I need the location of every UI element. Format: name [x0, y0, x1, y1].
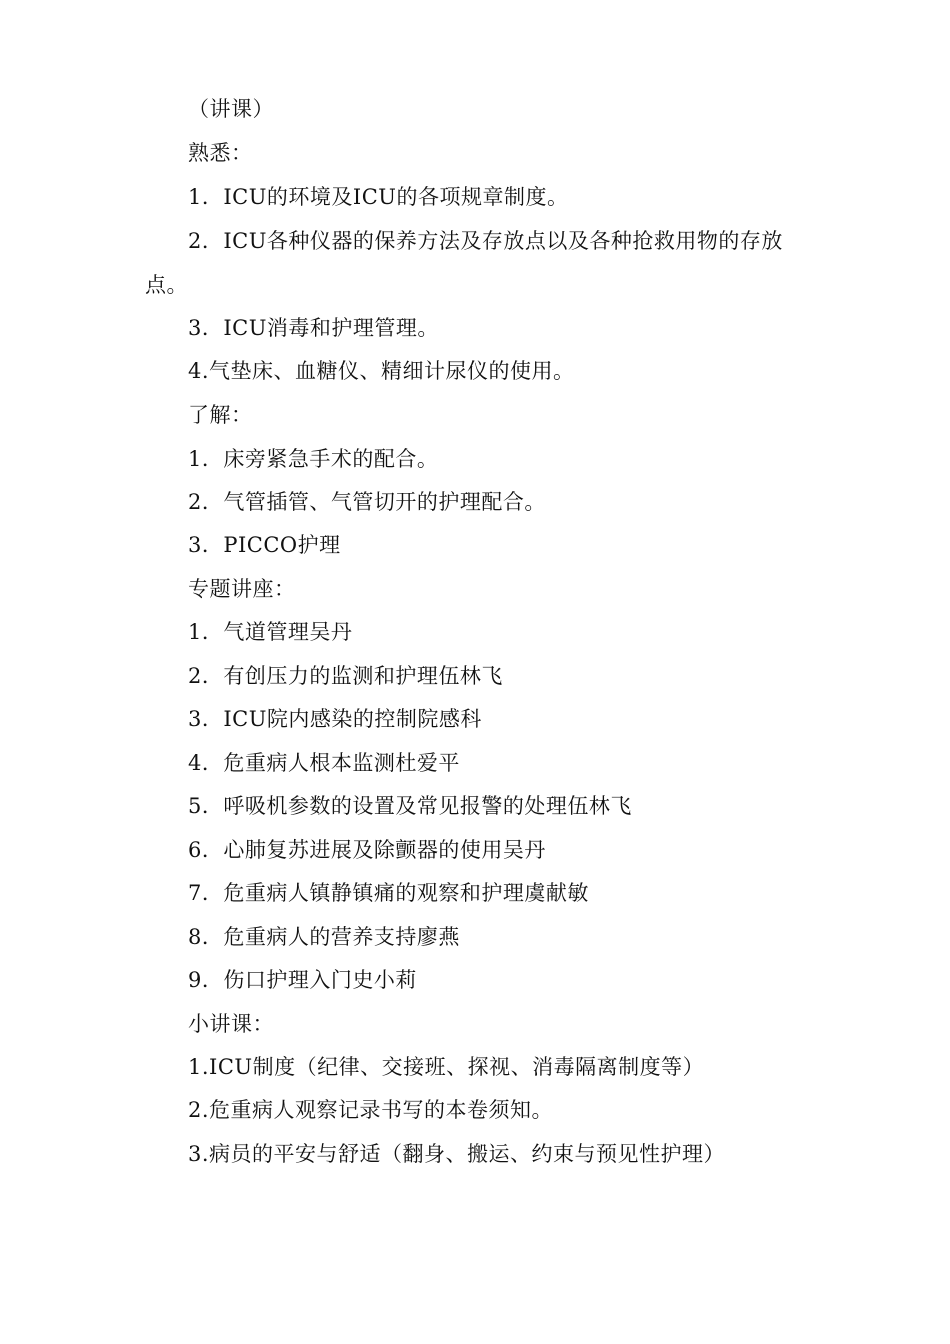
familiar-item-4: 4.气垫床、血糖仪、精细计尿仪的使用。	[188, 359, 575, 383]
understand-item-3: 3．PICCO护理	[188, 533, 341, 557]
mini-lecture-item-2: 2.危重病人观察记录书写的本卷须知。	[188, 1098, 554, 1122]
lectures-heading: 专题讲座：	[188, 577, 296, 601]
lecture-item-2: 2．有创压力的监测和护理伍林飞	[188, 664, 503, 688]
understand-item-2: 2．气管插管、气管切开的护理配合。	[188, 490, 546, 514]
lecture-item-6: 6．心肺复苏进展及除颤器的使用吴丹	[188, 838, 546, 862]
mini-lecture-item-3: 3.病员的平安与舒适（翻身、搬运、约束与预见性护理）	[188, 1142, 726, 1166]
familiar-heading: 熟悉：	[188, 141, 253, 165]
lecture-item-7: 7．危重病人镇静镇痛的观察和护理虞献敏	[188, 881, 589, 905]
understand-item-1: 1．床旁紧急手术的配合。	[188, 447, 439, 471]
mini-lecture-item-1: 1.ICU制度（纪律、交接班、探视、消毒隔离制度等）	[188, 1055, 705, 1079]
lecture-item-3: 3．ICU院内感染的控制院感科	[188, 707, 482, 731]
familiar-item-2: 2．ICU各种仪器的保养方法及存放点以及各种抢救用物的存放	[188, 229, 783, 253]
familiar-item-1: 1．ICU的环境及ICU的各项规章制度。	[188, 185, 569, 209]
lecture-item-8: 8．危重病人的营养支持廖燕	[188, 925, 460, 949]
familiar-item-3: 3．ICU消毒和护理管理。	[188, 316, 439, 340]
familiar-item-2-cont: 点。	[145, 273, 188, 297]
mini-lectures-heading: 小讲课：	[188, 1012, 274, 1036]
lecture-item-9: 9．伤口护理入门史小莉	[188, 968, 417, 992]
lecture-item-4: 4．危重病人根本监测杜爱平	[188, 751, 460, 775]
lecture-label: （讲课）	[188, 97, 274, 121]
lecture-item-1: 1．气道管理吴丹	[188, 620, 353, 644]
understand-heading: 了解：	[188, 403, 253, 427]
lecture-item-5: 5．呼吸机参数的设置及常见报警的处理伍林飞	[188, 794, 632, 818]
